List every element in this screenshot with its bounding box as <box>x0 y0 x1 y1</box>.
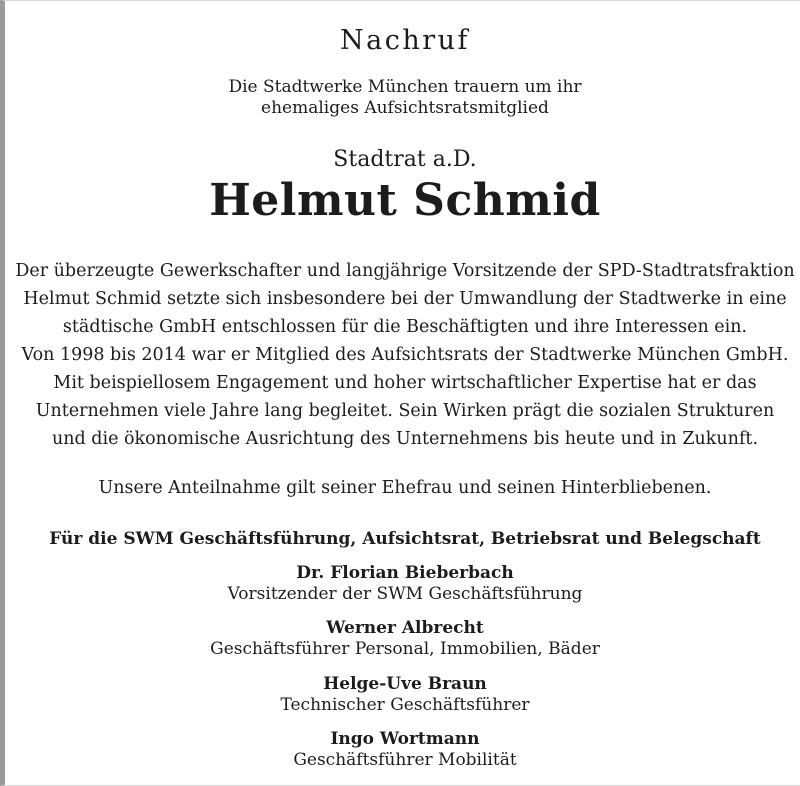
signatory-name: Werner Albrecht <box>326 618 484 638</box>
signatory-name: Ingo Wortmann <box>330 729 480 749</box>
signatory-role: Vorsitzender der SWM Geschäftsführung <box>227 584 583 604</box>
tribute-line: städtische GmbH entschlossen für die Beschäftigten und ihre Interessen ein. <box>62 317 748 337</box>
signatory-role: Technischer Geschäftsführer <box>280 695 530 715</box>
deceased-name: Helmut Schmid <box>209 175 601 226</box>
signatory-name: Dr. Florian Bieberbach <box>296 563 514 583</box>
tribute-line: und die ökonomische Ausrichtung des Unternehmens bis heute und in Zukunft. <box>51 429 759 449</box>
tribute-line: Mit beispiellosem Engagement und hoher wirtschaftlicher Expertise hat er das <box>53 373 757 393</box>
signatory-role: Geschäftsführer Mobilität <box>293 750 517 770</box>
deceased-title: Stadtrat a.D. <box>333 147 477 172</box>
condolence-text: Unsere Anteilnahme gilt seiner Ehefrau und seinen Hinterbliebenen. <box>98 478 712 498</box>
tribute-line: Von 1998 bis 2014 war er Mitglied des Aufsichtsrats der Stadtwerke München GmbH. <box>21 345 789 365</box>
intro-line-1: Die Stadtwerke München trauern um ihr <box>228 77 582 97</box>
notice-heading: Nachruf <box>339 25 471 56</box>
signatory-role: Geschäftsführer Personal, Immobilien, Bäder <box>210 639 600 659</box>
signoff-line: Für die SWM Geschäftsführung, Aufsichtsrat, Betriebsrat und Belegschaft <box>49 529 761 549</box>
signatory-name: Helge-Uve Braun <box>323 674 487 694</box>
intro-line-2: ehemaliges Aufsichtsratsmitglied <box>261 98 549 118</box>
tribute-line: Unternehmen viele Jahre lang begleitet. Sein Wirken prägt die sozialen Strukturen <box>35 401 775 421</box>
tribute-line: Helmut Schmid setzte sich insbesondere bei der Umwandlung der Stadtwerke in eine <box>23 289 787 309</box>
tribute-line: Der überzeugte Gewerkschafter und langjährige Vorsitzende der SPD-Stadtratsfraktion <box>15 261 795 281</box>
